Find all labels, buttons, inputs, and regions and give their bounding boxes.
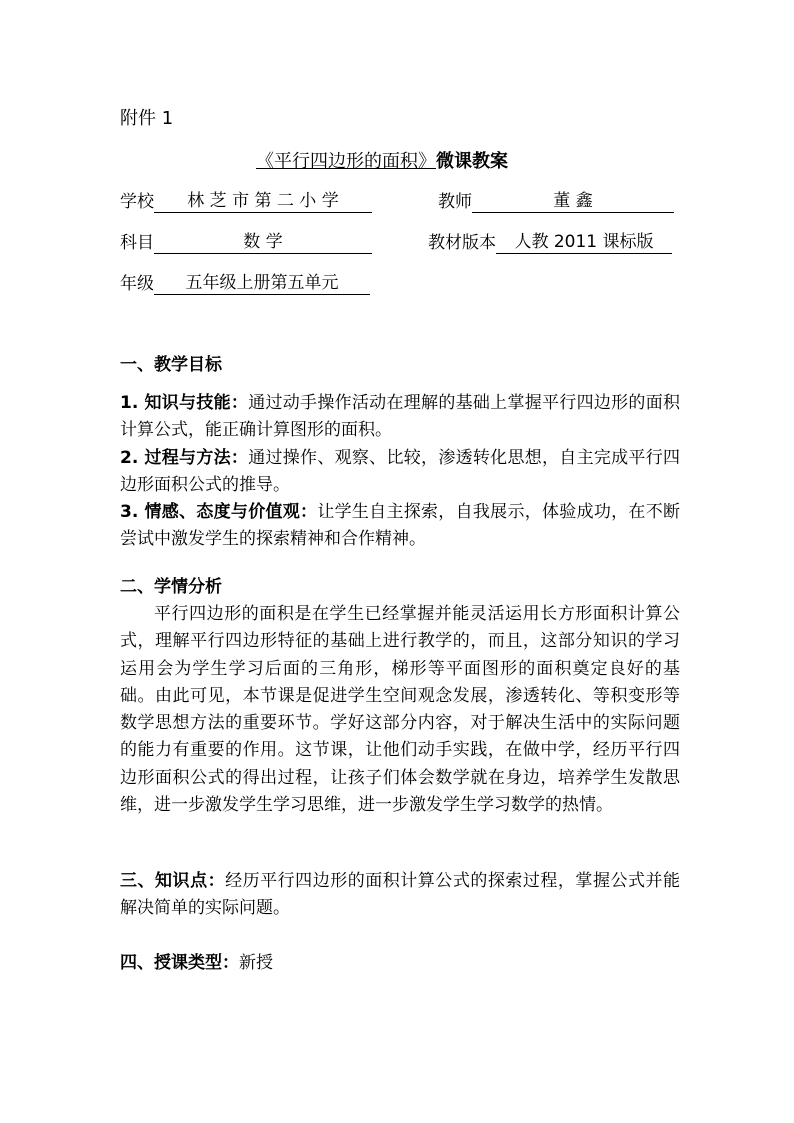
- objective-item-1: [120, 390, 680, 445]
- info-row-grade: [120, 272, 370, 295]
- analysis-heading: 二、学情分析: [120, 577, 222, 597]
- info-row-subject: [120, 231, 372, 254]
- objective-1-label: 1. 知识与技能：: [120, 393, 249, 413]
- subject-value: 数 学: [154, 231, 372, 254]
- document-title: [256, 147, 508, 173]
- edition-field: [428, 231, 672, 254]
- section-objectives: [120, 352, 680, 554]
- knowledge-text: 经历平行四边形的面积计算公式的探索过程，掌握公式并能解决简单的实际问题。: [120, 871, 681, 919]
- objective-3-text: 让学生自主探索，自我展示，体验成功，在不断尝试中激发学生的探索精神和合作精神。: [120, 502, 680, 550]
- lesson-type-paragraph: [120, 950, 680, 977]
- school-label: 学校: [120, 192, 154, 212]
- objectives-heading: 一、教学目标: [120, 355, 222, 375]
- subject-label: 科目: [120, 233, 154, 253]
- knowledge-label: 三、知识点：: [120, 871, 226, 891]
- teacher-field: [438, 190, 674, 213]
- objective-2-label: 2. 过程与方法：: [120, 447, 249, 468]
- edition-label: 教材版本: [428, 233, 496, 253]
- lesson-type-label: 四、授课类型：: [120, 953, 239, 973]
- objective-1-text: 通过动手操作活动在理解的基础上掌握平行四边形的面积计算公式，能正确计算图形的面积。: [120, 393, 681, 441]
- attachment-label: 附件 1: [120, 108, 174, 129]
- teacher-label: 教师: [438, 192, 472, 212]
- info-row-school-teacher: [120, 190, 372, 213]
- objective-2-text: 通过操作、观察、比较，渗透转化思想，自主完成平行四边形面积公式的推导。: [120, 447, 681, 495]
- teacher-value: 董 鑫: [472, 190, 674, 213]
- lesson-type-text: 新授: [239, 953, 273, 973]
- objective-3-label: 3. 情感、态度与价值观：: [120, 502, 318, 523]
- school-value: 林 芝 市 第 二 小 学: [154, 190, 372, 213]
- section-lesson-type: [120, 950, 680, 977]
- grade-label: 年级: [120, 274, 154, 294]
- section-knowledge: [120, 868, 680, 923]
- grade-value: 五年级上册第五单元: [154, 272, 370, 295]
- edition-value: 人教 2011 课标版: [496, 231, 672, 254]
- section-analysis: [120, 574, 680, 819]
- analysis-text: 平行四边形的面积是在学生已经掌握并能灵活运用长方形面积计算公式，理解平行四边形特征的基础上进行教学的，而且，这部分知识的学习运用会为学生学习后面的三角形，梯形等平面图形的面积奠定良好的基础。由此可见，本节课是促进学生空间观念发展，渗透转化、等积变形等数学思想方法的重要环节。学好这部分内容，对于解决生活中的实际问题的能力有重要的作用。这节课，让他们动手实践，在做中学，经历平行四边形面积公式的得出过程，让孩子们体会数学就在身边，培养学生发散思维，进一步激发学生学习思维，进一步激发学生学习数学的热情。: [120, 604, 680, 816]
- knowledge-paragraph: [120, 868, 680, 923]
- title-suffix: 微课教案: [436, 151, 508, 172]
- title-book-name: 《平行四边形的面积》: [256, 151, 436, 172]
- objective-item-2: [120, 445, 680, 500]
- objective-item-3: [120, 499, 680, 554]
